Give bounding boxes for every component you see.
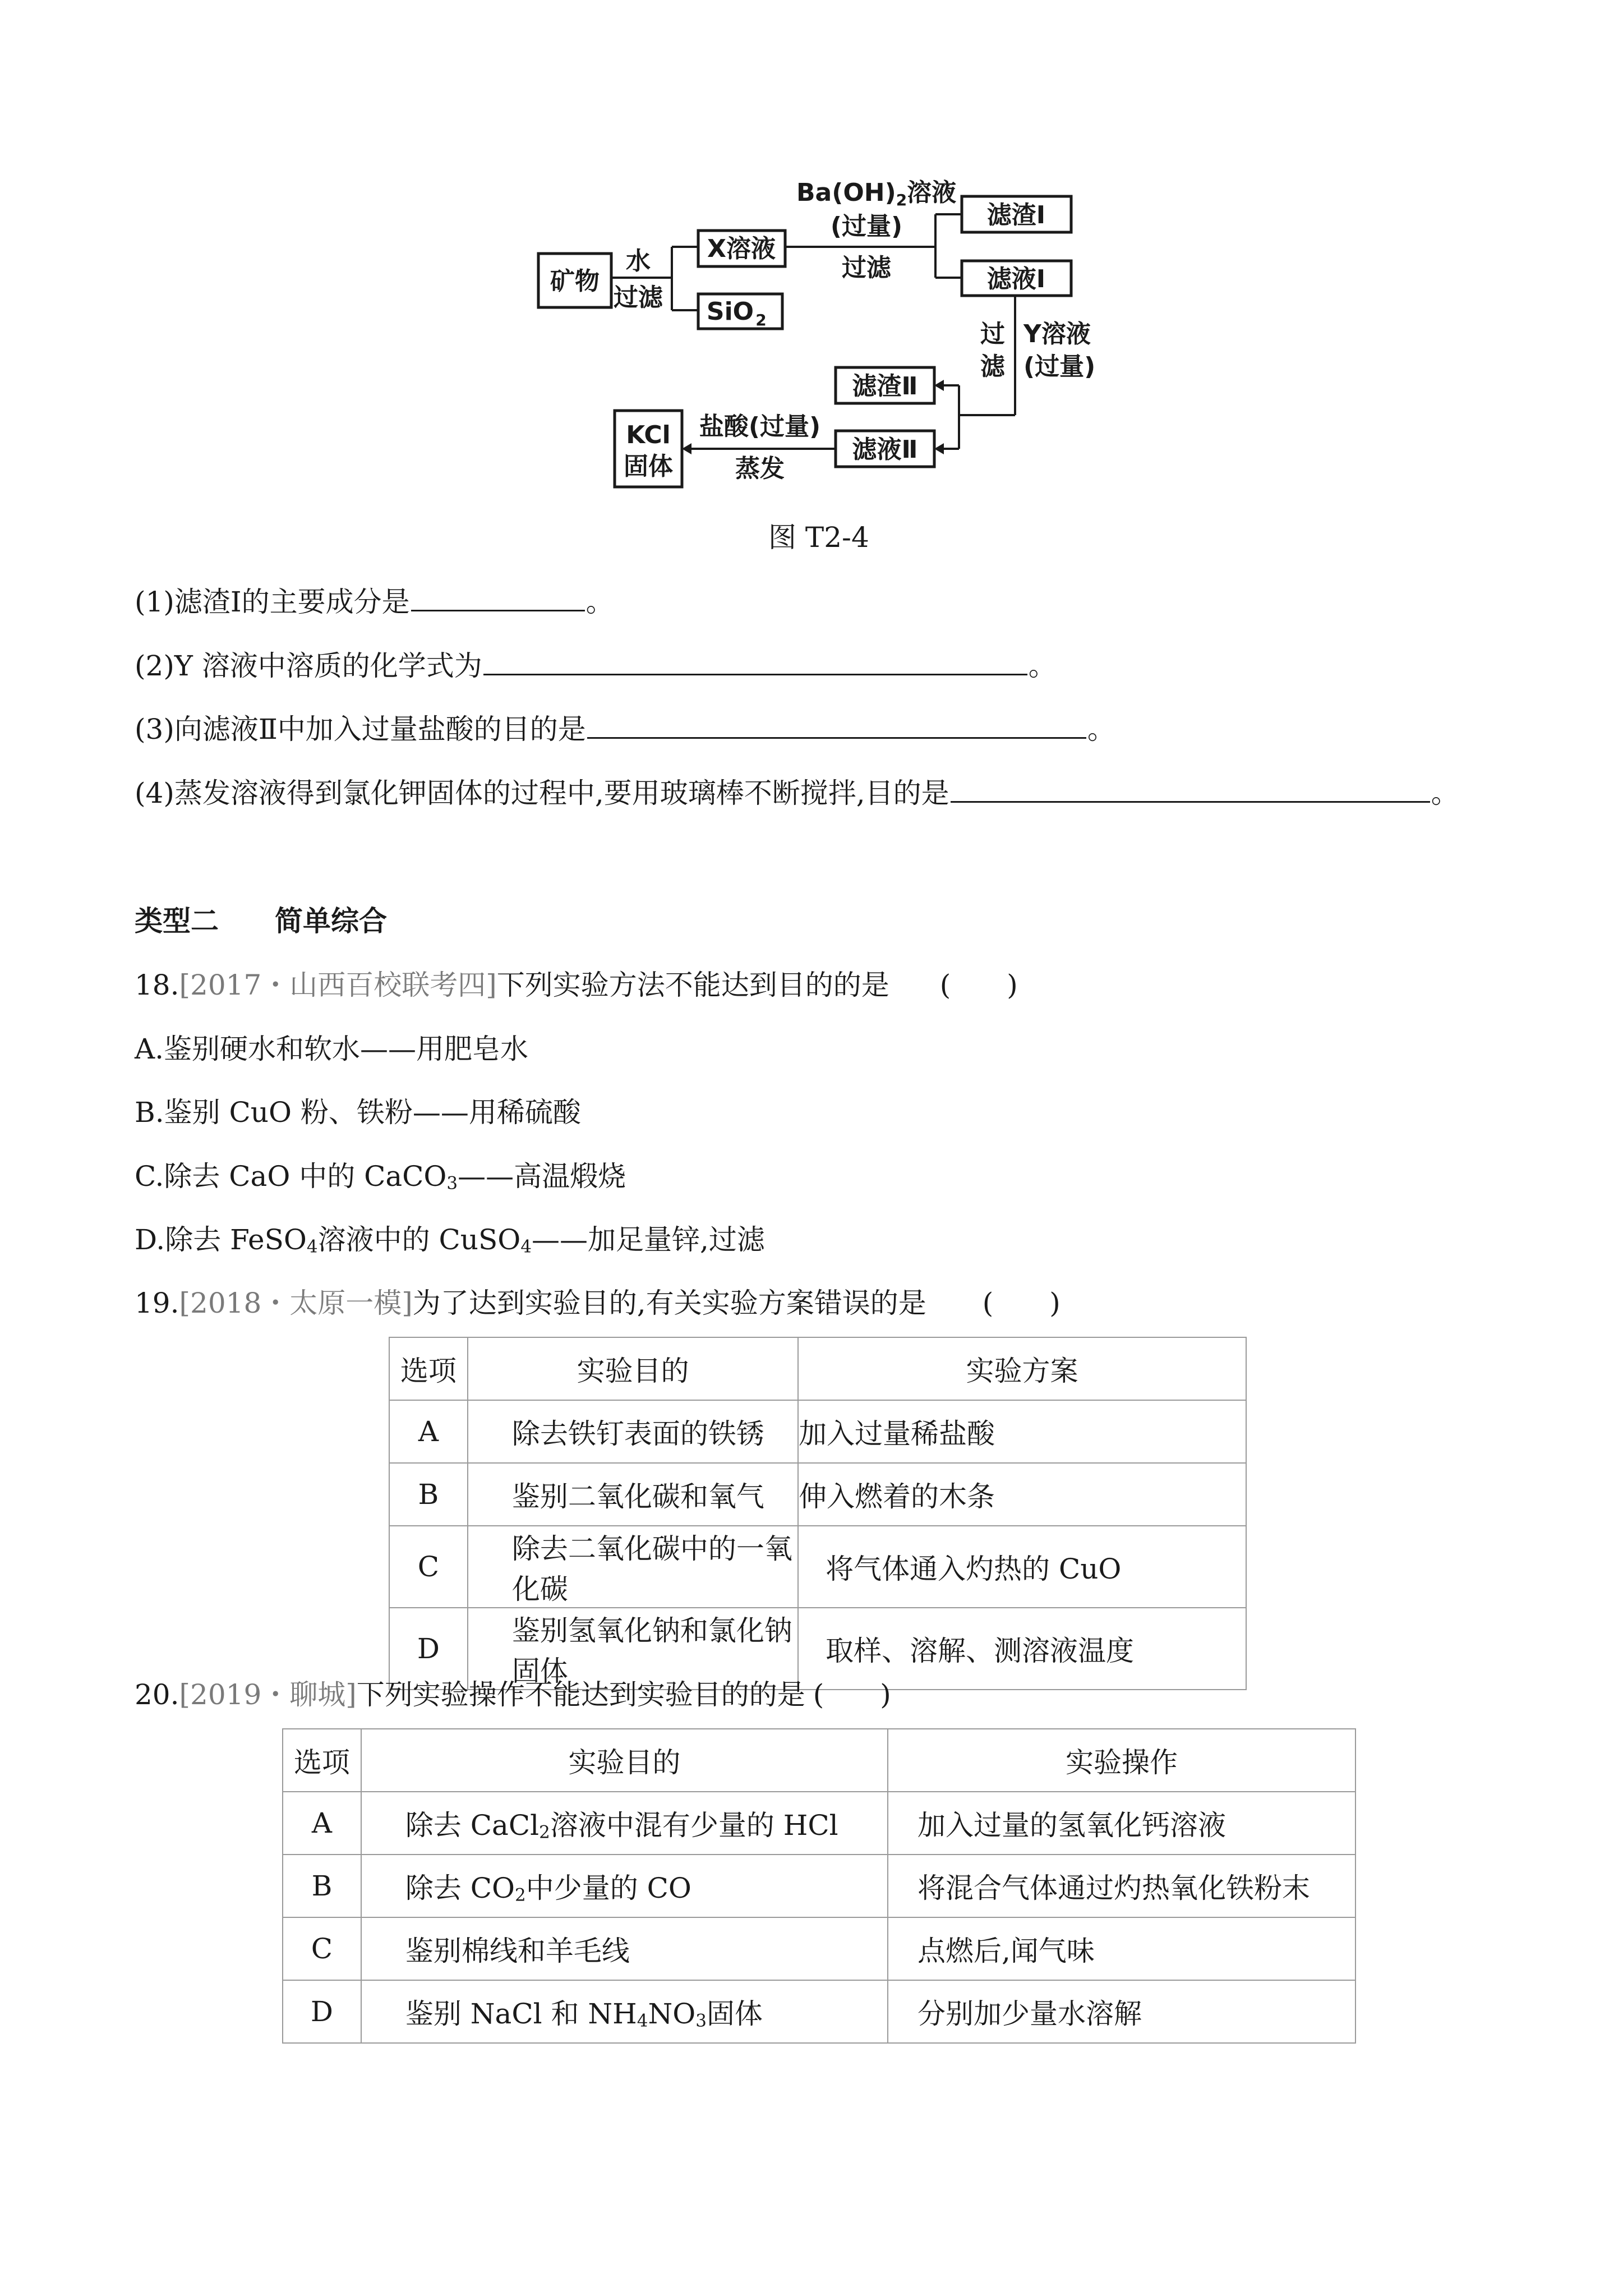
- q17-part-4: [135, 776, 1459, 810]
- operation-cell: 点燃后,闻气味: [888, 1917, 1355, 1980]
- table-row: [283, 1855, 1355, 1917]
- table-row: [283, 1792, 1355, 1855]
- svg-text:SiO: SiO: [706, 297, 754, 326]
- purpose-cell: 鉴别氢氧化钠和氯化钠固体: [468, 1608, 798, 1690]
- answer-blank[interactable]: [587, 712, 1086, 739]
- node-x-solution: [698, 231, 785, 266]
- purpose-cell: 鉴别棉线和羊毛线: [361, 1917, 888, 1980]
- q20-table: [282, 1728, 1356, 2044]
- q18-option-b: B.鉴别 CuO 粉、铁粉——用稀硫酸: [135, 1096, 581, 1129]
- node-mineral: [538, 254, 611, 307]
- q19-table: [389, 1337, 1247, 1690]
- svg-text:滤渣Ⅱ: 滤渣Ⅱ: [852, 372, 918, 401]
- question-number: 19.: [135, 1287, 179, 1319]
- q19-stem: [135, 1286, 1061, 1320]
- period: 。: [1028, 650, 1057, 682]
- label-y-excess: (过量): [1023, 352, 1096, 381]
- q17-part-2-text: (2)Y 溶液中溶质的化学式为: [135, 650, 482, 682]
- question-source: [2019・聊城]: [179, 1678, 357, 1711]
- answer-paren[interactable]: ( ): [982, 1287, 1061, 1319]
- question-number: 18.: [135, 969, 179, 1001]
- label-y-solution: Y溶液: [1023, 320, 1091, 348]
- option-label: B: [283, 1855, 361, 1917]
- q17-part-3: [135, 712, 1115, 746]
- svg-text:固体: 固体: [624, 452, 673, 481]
- option-label: B: [389, 1463, 468, 1526]
- q18-option-c: C.除去 CaO 中的 CaCO$_3$——高温煅烧: [135, 1160, 626, 1194]
- plan-cell: 将气体通入灼热的 CuO: [798, 1526, 1246, 1608]
- period: 。: [1087, 713, 1115, 746]
- question-stem: 下列实验方法不能达到目的的是: [496, 969, 889, 1001]
- process-flow-diagram: [0, 0, 1623, 522]
- q18-option-a: A.鉴别硬水和软水——用肥皂水: [135, 1033, 529, 1065]
- answer-blank[interactable]: [411, 585, 585, 611]
- table-row: [389, 1463, 1246, 1526]
- header-plan: 实验方案: [798, 1337, 1246, 1400]
- option-label: D: [283, 1980, 361, 2043]
- plan-cell: 加入过量稀盐酸: [798, 1400, 1246, 1463]
- table-row: [283, 1917, 1355, 1980]
- q17-part-1-text: (1)滤渣Ⅰ的主要成分是: [135, 586, 410, 618]
- option-label: A: [283, 1792, 361, 1855]
- period: 。: [585, 586, 614, 618]
- table-header-row: [283, 1729, 1355, 1792]
- node-residue-2: [836, 367, 934, 403]
- option-label: A: [389, 1400, 468, 1463]
- header-option: 选项: [283, 1729, 361, 1792]
- node-residue-1: [962, 196, 1071, 232]
- q17-part-3-text: (3)向滤液Ⅱ中加入过量盐酸的目的是: [135, 713, 586, 746]
- svg-text:滤液Ⅱ: 滤液Ⅱ: [852, 435, 918, 464]
- q20-stem: [135, 1678, 891, 1711]
- header-purpose: 实验目的: [361, 1729, 888, 1792]
- svg-text:X溶液: X溶液: [707, 234, 776, 263]
- table-row: [389, 1400, 1246, 1463]
- table-header-row: [389, 1337, 1246, 1400]
- q18-option-d: D.除去 FeSO$_4$溶液中的 CuSO$_4$——加足量锌,过滤: [135, 1223, 765, 1257]
- svg-text:矿物: 矿物: [550, 267, 600, 296]
- answer-blank[interactable]: [483, 649, 1027, 675]
- header-option: 选项: [389, 1337, 468, 1400]
- operation-cell: 将混合气体通过灼热氧化铁粉末: [888, 1855, 1355, 1917]
- q17-part-1: [135, 585, 614, 619]
- label-hcl-excess: 盐酸(过量): [699, 412, 821, 441]
- purpose-cell: 鉴别二氧化碳和氧气: [468, 1463, 798, 1526]
- plan-cell: 取样、溶解、测溶液温度: [798, 1608, 1246, 1690]
- plan-cell: 伸入燃着的木条: [798, 1463, 1246, 1526]
- answer-paren[interactable]: ( ): [813, 1678, 891, 1711]
- purpose-cell: 除去铁钉表面的铁锈: [468, 1400, 798, 1463]
- q17-part-2: [135, 649, 1057, 683]
- question-number: 20.: [135, 1678, 179, 1711]
- figure-caption: 图 T2-4: [768, 521, 869, 554]
- label-filter-2: 过滤: [842, 254, 891, 282]
- table-row: [389, 1526, 1246, 1608]
- question-stem: 为了达到实验目的,有关实验方案错误的是: [412, 1287, 926, 1319]
- operation-cell: 加入过量的氢氧化钙溶液: [888, 1792, 1355, 1855]
- header-operation: 实验操作: [888, 1729, 1355, 1792]
- answer-blank[interactable]: [951, 776, 1430, 803]
- svg-text:滤渣Ⅰ: 滤渣Ⅰ: [986, 201, 1046, 229]
- purpose-cell: 除去 $CO_2$中少量的 CO: [361, 1855, 888, 1917]
- svg-text:2: 2: [755, 311, 767, 329]
- label-baoh2: Ba(OH)2溶液: [796, 178, 957, 209]
- purpose-cell: 鉴别 NaCl 和 $NH_4NO_3$固体: [361, 1980, 888, 2043]
- node-filtrate-2: [836, 431, 934, 467]
- option-label: D: [389, 1608, 468, 1690]
- purpose-cell: 除去二氧化碳中的一氧化碳: [468, 1526, 798, 1608]
- node-sio2: [698, 294, 782, 329]
- purpose-cell: 除去 CaCl$_2$溶液中混有少量的 HCl: [361, 1792, 888, 1855]
- question-stem: 下列实验操作不能达到实验目的的是: [356, 1678, 805, 1711]
- label-filter-v2: 滤: [980, 352, 1005, 381]
- section-title: 类型二 简单综合: [135, 905, 387, 937]
- svg-text:滤液Ⅰ: 滤液Ⅰ: [986, 265, 1046, 293]
- question-source: [2018・太原一模]: [179, 1287, 413, 1319]
- option-label: C: [283, 1917, 361, 1980]
- label-water: 水: [626, 247, 651, 275]
- svg-text:KCl: KCl: [626, 421, 671, 449]
- node-kcl-solid: [615, 411, 682, 487]
- label-evaporate: 蒸发: [735, 454, 785, 483]
- header-purpose: 实验目的: [468, 1337, 798, 1400]
- operation-cell: 分别加少量水溶解: [888, 1980, 1355, 2043]
- option-label: C: [389, 1526, 468, 1608]
- question-source: [2017・山西百校联考四]: [179, 969, 497, 1001]
- answer-paren[interactable]: ( ): [939, 969, 1018, 1001]
- table-row: [283, 1980, 1355, 2043]
- q17-part-4-text: (4)蒸发溶液得到氯化钾固体的过程中,要用玻璃棒不断搅拌,目的是: [135, 777, 949, 809]
- node-filtrate-1: [962, 261, 1071, 296]
- period: 。: [1431, 777, 1459, 809]
- label-filter-v1: 过: [980, 320, 1005, 348]
- q18-stem: [135, 968, 1018, 1002]
- label-filter: 过滤: [614, 283, 663, 312]
- label-baoh2-excess: (过量): [830, 212, 903, 241]
